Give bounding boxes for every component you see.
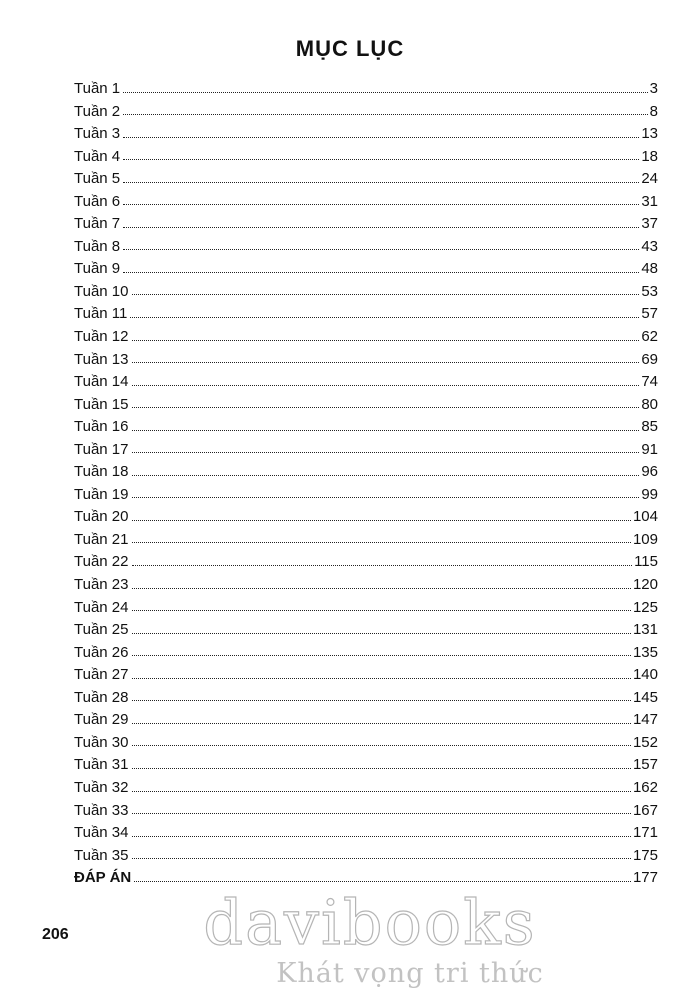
toc-entry (74, 822, 658, 845)
dot-leader (132, 655, 631, 656)
toc-entry (74, 845, 658, 868)
toc-entry-label: Tuần 15 (74, 395, 129, 413)
toc-entry-label: Tuần 27 (74, 666, 129, 684)
toc-entry-label: Tuần 9 (74, 260, 121, 278)
toc-entry (74, 642, 658, 665)
dot-leader (132, 565, 633, 566)
dot-leader (132, 520, 631, 521)
toc-entry-label: Tuần 28 (74, 688, 129, 706)
toc-entry-label: ĐÁP ÁN (74, 869, 132, 887)
toc-entry-page: 62 (641, 328, 658, 346)
dot-leader (132, 294, 640, 295)
dot-leader (132, 813, 631, 814)
toc-entry-label: Tuần 21 (74, 530, 129, 548)
toc-entry (74, 78, 658, 101)
dot-leader (132, 452, 640, 453)
toc-entry-page: 109 (632, 530, 658, 548)
toc-entry (74, 484, 658, 507)
toc-entry-page: 53 (641, 282, 658, 300)
dot-leader (132, 497, 640, 498)
dot-leader (132, 475, 640, 476)
toc-entry-page: 167 (632, 801, 658, 819)
toc-entry-label: Tuần 13 (74, 350, 129, 368)
toc-entry-label: Tuần 35 (74, 846, 129, 864)
toc-entry (74, 123, 658, 146)
toc-entry-label: Tuần 10 (74, 282, 129, 300)
toc-entry (74, 664, 658, 687)
toc-entry-page: 31 (641, 192, 658, 210)
dot-leader (134, 881, 631, 882)
dot-leader (132, 430, 640, 431)
toc-entry (74, 777, 658, 800)
toc-entry-page: 157 (632, 756, 658, 774)
dot-leader (123, 137, 639, 138)
toc-entry-label: Tuần 12 (74, 328, 129, 346)
toc-entry-page: 3 (649, 80, 658, 97)
toc-entry-page: 115 (634, 553, 658, 571)
toc-entry-label: Tuần 24 (74, 598, 129, 616)
toc-entry-page: 69 (641, 350, 658, 368)
toc-entry (74, 800, 658, 823)
dot-leader (132, 385, 640, 386)
watermark-logo: davibooks (203, 886, 537, 959)
toc-entry (74, 506, 658, 529)
dot-leader (123, 249, 639, 250)
toc-entry (74, 146, 658, 169)
dot-leader (123, 182, 639, 183)
toc-entry (74, 371, 658, 394)
dot-leader (132, 633, 631, 634)
toc-entry (74, 439, 658, 462)
toc-entry-page: 162 (632, 778, 658, 796)
toc-entry (74, 551, 658, 574)
toc-entry-label: Tuần 3 (74, 125, 121, 143)
page-number: 206 (42, 926, 69, 943)
toc-entry (74, 754, 658, 777)
toc-entry-page: 80 (641, 395, 658, 413)
dot-leader (132, 542, 631, 543)
toc-entry (74, 709, 658, 732)
toc-entry (74, 597, 658, 620)
toc-entry-page: 135 (632, 643, 658, 661)
toc-entry-page: 175 (632, 846, 658, 864)
toc-entry (74, 236, 658, 259)
dot-leader (132, 588, 631, 589)
toc-entry-label: Tuần 18 (74, 463, 129, 481)
toc-entry-page: 37 (641, 215, 658, 233)
toc-entry (74, 191, 658, 214)
toc-entry-page: 24 (641, 170, 658, 188)
toc-entry (74, 213, 658, 236)
toc-entry-page: 43 (641, 237, 658, 255)
toc-entry (74, 416, 658, 439)
page-title: MỤC LỤC (295, 36, 405, 61)
toc-entry-page: 18 (641, 147, 658, 165)
dot-leader (132, 340, 640, 341)
toc-entry (74, 619, 658, 642)
watermark-tagline: Khát vọng tri thức (276, 958, 544, 989)
toc-entry-page: 13 (641, 125, 658, 143)
toc-entry-page: 152 (632, 733, 658, 751)
dot-leader (132, 700, 631, 701)
toc-entry-page: 125 (632, 598, 658, 616)
toc-entry (74, 394, 658, 417)
toc-entry-label: Tuần 1 (74, 80, 121, 97)
toc-entry-label: Tuần 2 (74, 102, 121, 120)
dot-leader (132, 610, 631, 611)
toc-entry-page: 171 (632, 824, 658, 842)
toc-entry-label: Tuần 31 (74, 756, 129, 774)
toc-entry-page: 91 (641, 440, 658, 458)
dot-leader (132, 678, 631, 679)
toc-entry (74, 461, 658, 484)
toc-entry-page: 48 (641, 260, 658, 278)
toc-entry-page: 8 (649, 102, 658, 120)
toc-entry-label: Tuần 4 (74, 147, 121, 165)
dot-leader (123, 204, 639, 205)
dot-leader (123, 114, 648, 115)
toc-entry-page: 145 (632, 688, 658, 706)
toc-entry-page: 131 (632, 621, 658, 639)
toc-entry-label: Tuần 33 (74, 801, 129, 819)
toc-entry-page: 140 (632, 666, 658, 684)
toc-entry-page: 85 (641, 418, 658, 436)
toc-entry (74, 574, 658, 597)
toc-entry-page: 104 (632, 508, 658, 526)
toc-entry-label: Tuần 22 (74, 553, 129, 571)
dot-leader (123, 159, 639, 160)
toc-entry-label: Tuần 8 (74, 237, 121, 255)
toc-entry-label: Tuần 30 (74, 733, 129, 751)
toc-entry (74, 101, 658, 124)
toc-entry-page: 120 (632, 576, 658, 594)
toc-entry-label: Tuần 32 (74, 778, 129, 796)
dot-leader (132, 768, 631, 769)
toc-entry-label: Tuần 29 (74, 711, 129, 729)
toc-entry-label: Tuần 11 (74, 305, 128, 323)
dot-leader (123, 272, 639, 273)
toc-entry (74, 303, 658, 326)
toc-entry-label: Tuần 16 (74, 418, 129, 436)
dot-leader (123, 227, 639, 228)
toc-entry-label: Tuần 14 (74, 373, 129, 391)
toc-entry (74, 281, 658, 304)
toc-entry-label: Tuần 6 (74, 192, 121, 210)
toc-entry (74, 349, 658, 372)
dot-leader (132, 791, 631, 792)
toc-entry (74, 529, 658, 552)
toc-entry-label: Tuần 25 (74, 621, 129, 639)
toc-entry-label: Tuần 19 (74, 485, 129, 503)
toc-entry (74, 732, 658, 755)
toc-entry-page: 74 (641, 373, 658, 391)
watermark (0, 888, 700, 990)
toc-entry (74, 258, 658, 281)
dot-leader (132, 745, 631, 746)
table-of-contents (74, 78, 658, 890)
toc-entry-label: Tuần 7 (74, 215, 121, 233)
toc-entry-page: 147 (632, 711, 658, 729)
toc-entry-label: Tuần 26 (74, 643, 129, 661)
dot-leader (130, 317, 639, 318)
toc-entry-page: 57 (641, 305, 658, 323)
dot-leader (132, 362, 640, 363)
toc-entry-page: 99 (641, 485, 658, 503)
dot-leader (132, 858, 631, 859)
toc-entry (74, 168, 658, 191)
toc-entry-label: Tuần 5 (74, 170, 121, 188)
toc-entry-label: Tuần 20 (74, 508, 129, 526)
toc-entry-label: Tuần 23 (74, 576, 129, 594)
toc-entry-label: Tuần 34 (74, 824, 129, 842)
toc-entry-page: 177 (632, 869, 658, 887)
dot-leader (132, 723, 631, 724)
toc-entry-label: Tuần 17 (74, 440, 129, 458)
dot-leader (123, 92, 648, 93)
toc-entry (74, 326, 658, 349)
toc-entry-page: 96 (641, 463, 658, 481)
toc-entry (74, 687, 658, 710)
dot-leader (132, 407, 640, 408)
dot-leader (132, 836, 631, 837)
